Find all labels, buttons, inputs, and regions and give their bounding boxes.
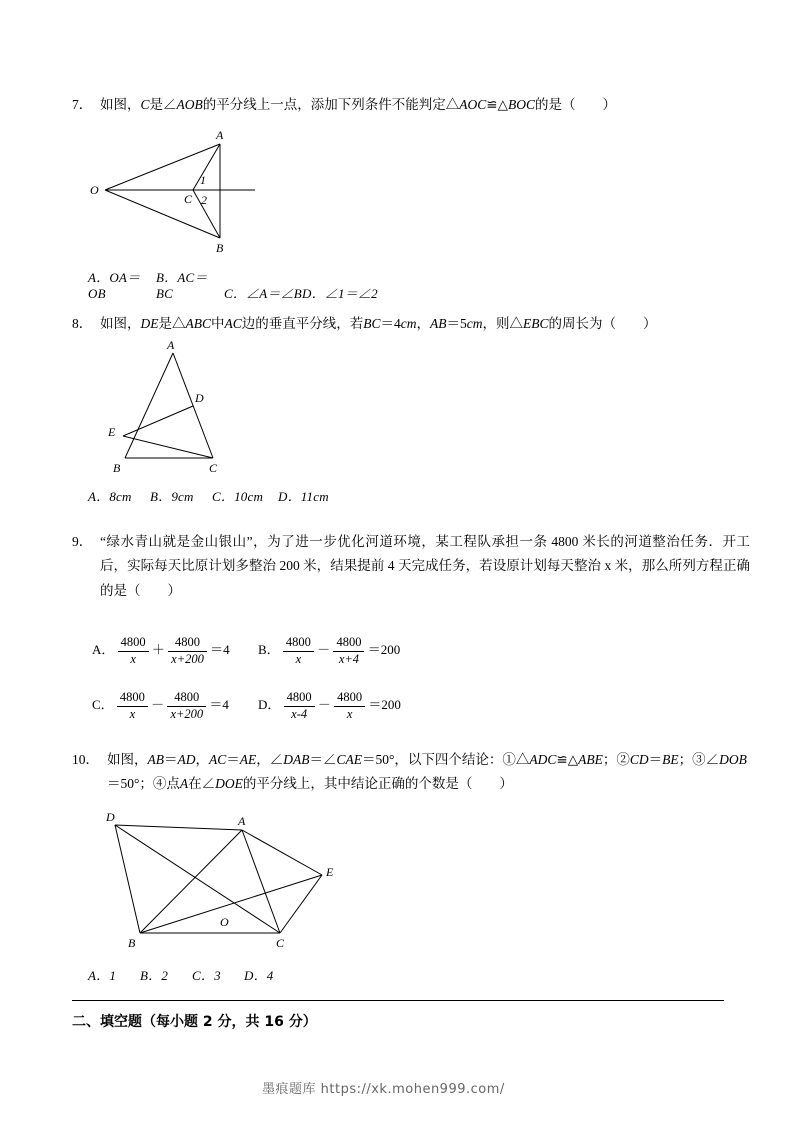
figure8-label-E: E xyxy=(108,425,116,439)
q9-optB-frac2: $\frac{4800}{x+4}$ xyxy=(333,635,364,667)
q9-optB-op: － xyxy=(317,642,331,658)
q10-part8: ≌△ xyxy=(556,752,579,767)
figure8-label-B: B xyxy=(113,461,121,475)
q10-var9: CD xyxy=(629,752,649,767)
q9-optA-label: A． xyxy=(92,642,115,658)
question-7-figure xyxy=(80,128,330,258)
q8-part3: 中 xyxy=(211,316,225,331)
figure8-label-C: C xyxy=(209,461,218,475)
question-7-text xyxy=(100,93,750,117)
q10-part9: ；② xyxy=(602,752,630,767)
q8-part4: 边的垂直平分线，若 xyxy=(241,316,364,331)
q9-optD-frac2: $\frac{4800}{x}$ xyxy=(334,690,365,722)
q8-var2: ABC xyxy=(185,316,211,331)
figure10-label-C: C xyxy=(276,936,285,950)
figure7-label-C: C xyxy=(184,192,193,206)
q10-part7: ＝50°，以下四个结论：①△ xyxy=(362,752,530,767)
figure7-label-O: O xyxy=(90,183,99,197)
q10-option-D[interactable]: D．4 xyxy=(244,968,274,983)
q8-option-D[interactable]: D．11cm xyxy=(278,489,329,504)
q10-part14: 的平分线上，其中结论正确的个数是（ ） xyxy=(242,776,513,792)
q8-part1: 如图， xyxy=(100,316,141,331)
q9-optA-eq: ＝4 xyxy=(210,642,230,658)
q9-optC-eq: ＝4 xyxy=(209,697,229,713)
q10-var2: AD xyxy=(177,752,196,767)
q8-option-C[interactable]: C．10cm xyxy=(212,489,264,504)
q7-part4: ≌△ xyxy=(486,97,508,112)
question-9-option-D[interactable] xyxy=(258,690,401,722)
q8-part6: ， xyxy=(416,316,431,331)
q9-optD-eq: ＝200 xyxy=(368,697,401,713)
q8-part2: 是△ xyxy=(158,316,186,331)
figure10-label-A: A xyxy=(238,814,246,828)
question-10-figure xyxy=(90,810,360,955)
q7-part5: 的是（ ） xyxy=(534,97,616,112)
q10-part12: ＝50°；④点 xyxy=(107,776,180,792)
figure7-label-2: 2 xyxy=(201,193,207,207)
question-8-number: 8． xyxy=(72,316,93,331)
q7-part1: 如图， xyxy=(100,97,141,112)
figure8-label-D: D xyxy=(195,391,204,405)
q8-part8: ，则△ xyxy=(482,316,524,331)
q7-part2: 是∠ xyxy=(149,97,177,112)
q8-var3: AC xyxy=(224,316,242,331)
q8-part5: ＝4 xyxy=(380,316,401,331)
figure10-label-E: E xyxy=(326,865,334,879)
q9-optB-label: B． xyxy=(258,642,280,658)
q7-var3: AOC xyxy=(459,97,487,112)
q9-optC-frac1: $\frac{4800}{x}$ xyxy=(117,690,148,722)
q8-part7: ＝5 xyxy=(446,316,467,331)
q10-option-C[interactable]: C．3 xyxy=(192,968,221,983)
question-9-option-A[interactable] xyxy=(92,635,230,667)
section-heading: 二、填空题（每小题 2 分，共 16 分） xyxy=(72,1014,317,1030)
q8-part9: 的周长为（ ） xyxy=(548,316,657,331)
figure10-label-B: B xyxy=(128,936,136,950)
q10-var6: CAE xyxy=(336,752,363,767)
q9-optA-frac2: $\frac{4800}{x+200}$ xyxy=(168,635,207,667)
q9-optC-op: － xyxy=(151,697,165,713)
q9-optD-label: D． xyxy=(258,697,281,713)
figure8-label-A: A xyxy=(167,340,175,352)
figure7-label-1: 1 xyxy=(200,173,206,187)
figure7-label-A: A xyxy=(216,128,224,142)
q7-option-C[interactable]: C．∠A＝∠B xyxy=(224,286,302,301)
q9-optD-op: － xyxy=(317,697,331,713)
q10-part2: ＝ xyxy=(164,752,178,767)
q8-option-A[interactable]: A．8cm xyxy=(88,489,132,504)
q10-var3: AC xyxy=(209,752,227,767)
q8-var1: DE xyxy=(140,316,159,331)
watermark: 墨痕题库 https://xk.mohen999.com/ xyxy=(262,1082,505,1097)
q7-option-D[interactable]: D．∠1＝∠2 xyxy=(302,286,378,301)
q9-optB-frac1: $\frac{4800}{x}$ xyxy=(283,635,314,667)
q8-var5: cm xyxy=(400,316,417,331)
question-7-number: 7． xyxy=(72,97,93,112)
q9-optC-label: C． xyxy=(92,697,114,713)
question-10-text xyxy=(107,748,752,797)
q8-var8: EBC xyxy=(523,316,549,331)
q10-var5: DAB xyxy=(283,752,310,767)
q7-part3: 的平分线上一点，添加下列条件不能判定△ xyxy=(202,97,460,112)
figure7-label-B: B xyxy=(216,241,224,255)
q10-part3: ， xyxy=(195,752,209,767)
q10-part5: ，∠ xyxy=(256,752,284,767)
q7-option-A[interactable]: A．OA＝OB xyxy=(88,270,141,301)
q10-var8: ABE xyxy=(578,752,603,767)
question-9-number: 9． xyxy=(72,534,93,549)
question-8-text xyxy=(100,312,750,336)
q8-var6: AB xyxy=(430,316,447,331)
q10-option-A[interactable]: A．1 xyxy=(88,968,117,983)
q10-option-B[interactable]: B．2 xyxy=(140,968,169,983)
q10-var12: A xyxy=(179,776,189,792)
q10-var10: BE xyxy=(662,752,679,767)
question-7-options xyxy=(88,267,728,302)
q9-optA-op: ＋ xyxy=(151,642,165,658)
question-9-option-C[interactable] xyxy=(92,690,229,722)
q7-var2: AOB xyxy=(176,97,203,112)
q7-var1: C xyxy=(140,97,150,112)
q10-part6: ＝∠ xyxy=(309,752,337,767)
q10-part4: ＝ xyxy=(226,752,240,767)
q10-var13: DOE xyxy=(215,776,243,792)
q9-optD-frac1: $\frac{4800}{x-4}$ xyxy=(284,690,315,722)
q9-optB-eq: ＝200 xyxy=(367,642,401,658)
question-8-figure xyxy=(95,340,275,480)
q7-var4: BOC xyxy=(507,97,535,112)
question-9-text: “绿水青山就是金山银山”，为了进一步优化河道环境，某工程队承担一条 4800 米长的河道整治任务．开工后，实际每天比原计划多整治 200 米，结果提前 4 天完成任务，若设原计划每天整治 x 米，那么所列方程正确的是（ ） xyxy=(100,534,750,598)
q8-var7: cm xyxy=(466,316,483,331)
q9-optA-frac1: $\frac{4800}{x}$ xyxy=(118,635,149,667)
q10-part13: 在∠ xyxy=(188,776,216,792)
q9-optC-frac2: $\frac{4800}{x+200}$ xyxy=(167,690,206,722)
question-8-options xyxy=(88,486,728,505)
figure10-label-O: O xyxy=(220,915,229,929)
figure10-label-D: D xyxy=(106,810,115,824)
q7-option-B[interactable]: B．AC＝BC xyxy=(156,270,208,301)
question-10-number: 10． xyxy=(72,752,99,767)
q10-part1: 如图， xyxy=(107,752,148,767)
question-10-options xyxy=(88,965,728,984)
question-9-option-B[interactable] xyxy=(258,635,400,667)
q10-part10: ＝ xyxy=(648,752,663,767)
q10-var7: ADC xyxy=(529,752,557,767)
q10-part11: ；③∠ xyxy=(678,752,720,767)
q8-var4: BC xyxy=(363,316,381,331)
q10-var1: AB xyxy=(147,752,164,767)
q10-var11: DOB xyxy=(719,752,747,767)
section-divider xyxy=(72,1000,724,1001)
q8-option-B[interactable]: B．9cm xyxy=(150,489,194,504)
q10-var4: AE xyxy=(239,752,257,767)
